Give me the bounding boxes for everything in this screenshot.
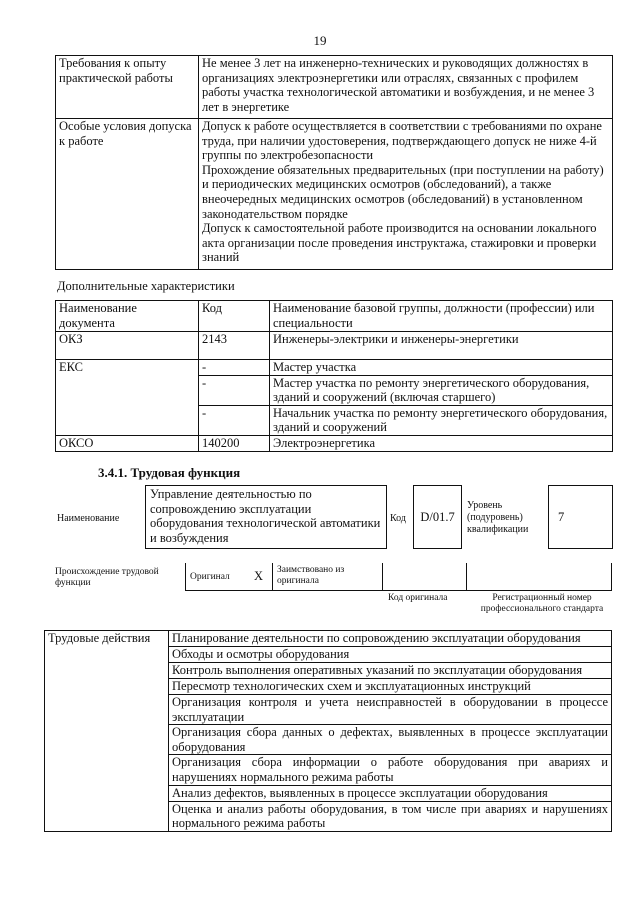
origin-divider-2 xyxy=(382,563,383,591)
function-level-box xyxy=(548,485,613,549)
action-item: Организация контроля и учета неисправностей в оборудовании в процессе эксплуатации xyxy=(169,695,612,725)
header-doc: Наименование документа xyxy=(56,301,199,332)
table-row xyxy=(56,435,613,451)
additional-title: Дополнительные характеристики xyxy=(57,279,235,293)
actions-label: Трудовые действия xyxy=(45,631,169,832)
origin-original: Оригинал xyxy=(190,572,230,582)
requirements-table xyxy=(55,55,613,270)
action-item: Организация сбора данных о дефектах, выявленных в процессе эксплуатации оборудования xyxy=(169,725,612,755)
origin-divider-1 xyxy=(272,563,273,591)
origin-borrowed: Заимствовано из оригинала xyxy=(277,565,345,586)
requirements-row-experience xyxy=(56,56,613,119)
action-item: Оценка и анализ работы оборудования, в том числе при авариях и нарушениях нормального режима работы xyxy=(169,801,612,831)
code-cell: - xyxy=(199,405,270,435)
origin-code-caption: Код оригинала xyxy=(388,593,448,603)
code-cell: - xyxy=(199,375,270,405)
origin-reg-caption: Регистрационный номер профессионального стандарта xyxy=(480,593,604,614)
requirements-value xyxy=(199,56,613,119)
requirements-row-admission xyxy=(56,119,613,270)
doc-cell: ОКСО xyxy=(56,435,199,451)
action-item: Контроль выполнения оперативных указаний по эксплуатации оборудования xyxy=(169,663,612,679)
code-cell: 2143 xyxy=(199,332,270,360)
function-code-box xyxy=(413,485,462,549)
origin-row xyxy=(185,563,612,591)
action-item: Анализ дефектов, выявленных в процессе эксплуатации оборудования xyxy=(169,785,612,801)
function-code-label: Код xyxy=(390,513,406,524)
action-item: Пересмотр технологических схем и эксплуатационных инструкций xyxy=(169,679,612,695)
function-name-box xyxy=(145,485,387,549)
name-cell: Мастер участка xyxy=(270,360,613,376)
function-level-value: 7 xyxy=(558,510,565,524)
function-name-label: Наименование xyxy=(57,513,120,524)
header-code: Код xyxy=(199,301,270,332)
requirements-paragraph: Прохождение обязательных предварительных (при поступлении на работу) и периодических медицинских осмотров (обследований), а также внеочередных медицинских осмотров (обследований) в установленном законодательством порядке xyxy=(202,162,604,221)
code-cell: - xyxy=(199,360,270,376)
page-number: 19 xyxy=(313,33,327,48)
action-item: Организация сбора информации о работе оборудования при авариях и нарушениях нормального режима работы xyxy=(169,755,612,785)
action-item: Планирование деятельности по сопровождению эксплуатации оборудования xyxy=(169,631,612,647)
function-name-value: Управление деятельностью по сопровождению эксплуатации оборудования технологической автоматики и возбуждения xyxy=(150,487,381,545)
origin-mark: X xyxy=(254,569,264,583)
table-row xyxy=(45,631,612,647)
doc-cell: ОКЗ xyxy=(56,332,199,360)
table-row xyxy=(56,332,613,360)
header-name: Наименование базовой группы, должности (профессии) или специальности xyxy=(270,301,613,332)
additional-header-row xyxy=(56,301,613,332)
table-row xyxy=(56,360,613,376)
requirements-value xyxy=(199,119,613,270)
name-cell: Электроэнергетика xyxy=(270,435,613,451)
function-code-value: D/01.7 xyxy=(420,510,455,524)
requirements-paragraph: Допуск к самостоятельной работе производится на основании локального акта организации после проведения инструктажа, стажировки и проверки знаний xyxy=(202,221,597,265)
additional-table xyxy=(55,300,613,452)
requirements-label: Особые условия допуска к работе xyxy=(56,119,199,270)
requirements-label: Требования к опыту практической работы xyxy=(56,56,199,119)
action-item: Обходы и осмотры оборудования xyxy=(169,647,612,663)
name-cell: Начальник участка по ремонту энергетического оборудования, зданий и сооружений xyxy=(270,405,613,435)
section-title: 3.4.1. Трудовая функция xyxy=(98,465,241,480)
labor-actions-table xyxy=(44,630,612,832)
name-cell: Инженеры-электрики и инженеры-энергетики xyxy=(270,332,613,360)
requirements-paragraph: Не менее 3 лет на инженерно-технических и руководящих должностях в организациях электроэнергетики или отраслях, связанных с профилем работы участка технологической автоматики и возбуждения, и не менее 3 лет в энергетике xyxy=(202,56,595,114)
origin-divider-3 xyxy=(466,563,467,591)
function-level-label: Уровень (подуровень) квалификации xyxy=(467,500,529,535)
origin-label: Происхождение трудовой функции xyxy=(55,567,159,588)
requirements-paragraph: Допуск к работе осуществляется в соответствии с требованиями по охране труда, при наличии удостоверения, подтверждающего допуск не ниже 4-й группы по электробезопасности xyxy=(202,119,602,163)
code-cell: 140200 xyxy=(199,435,270,451)
doc-cell: ЕКС xyxy=(56,360,199,436)
name-cell: Мастер участка по ремонту энергетического оборудования, зданий и сооружений (включая старшего) xyxy=(270,375,613,405)
